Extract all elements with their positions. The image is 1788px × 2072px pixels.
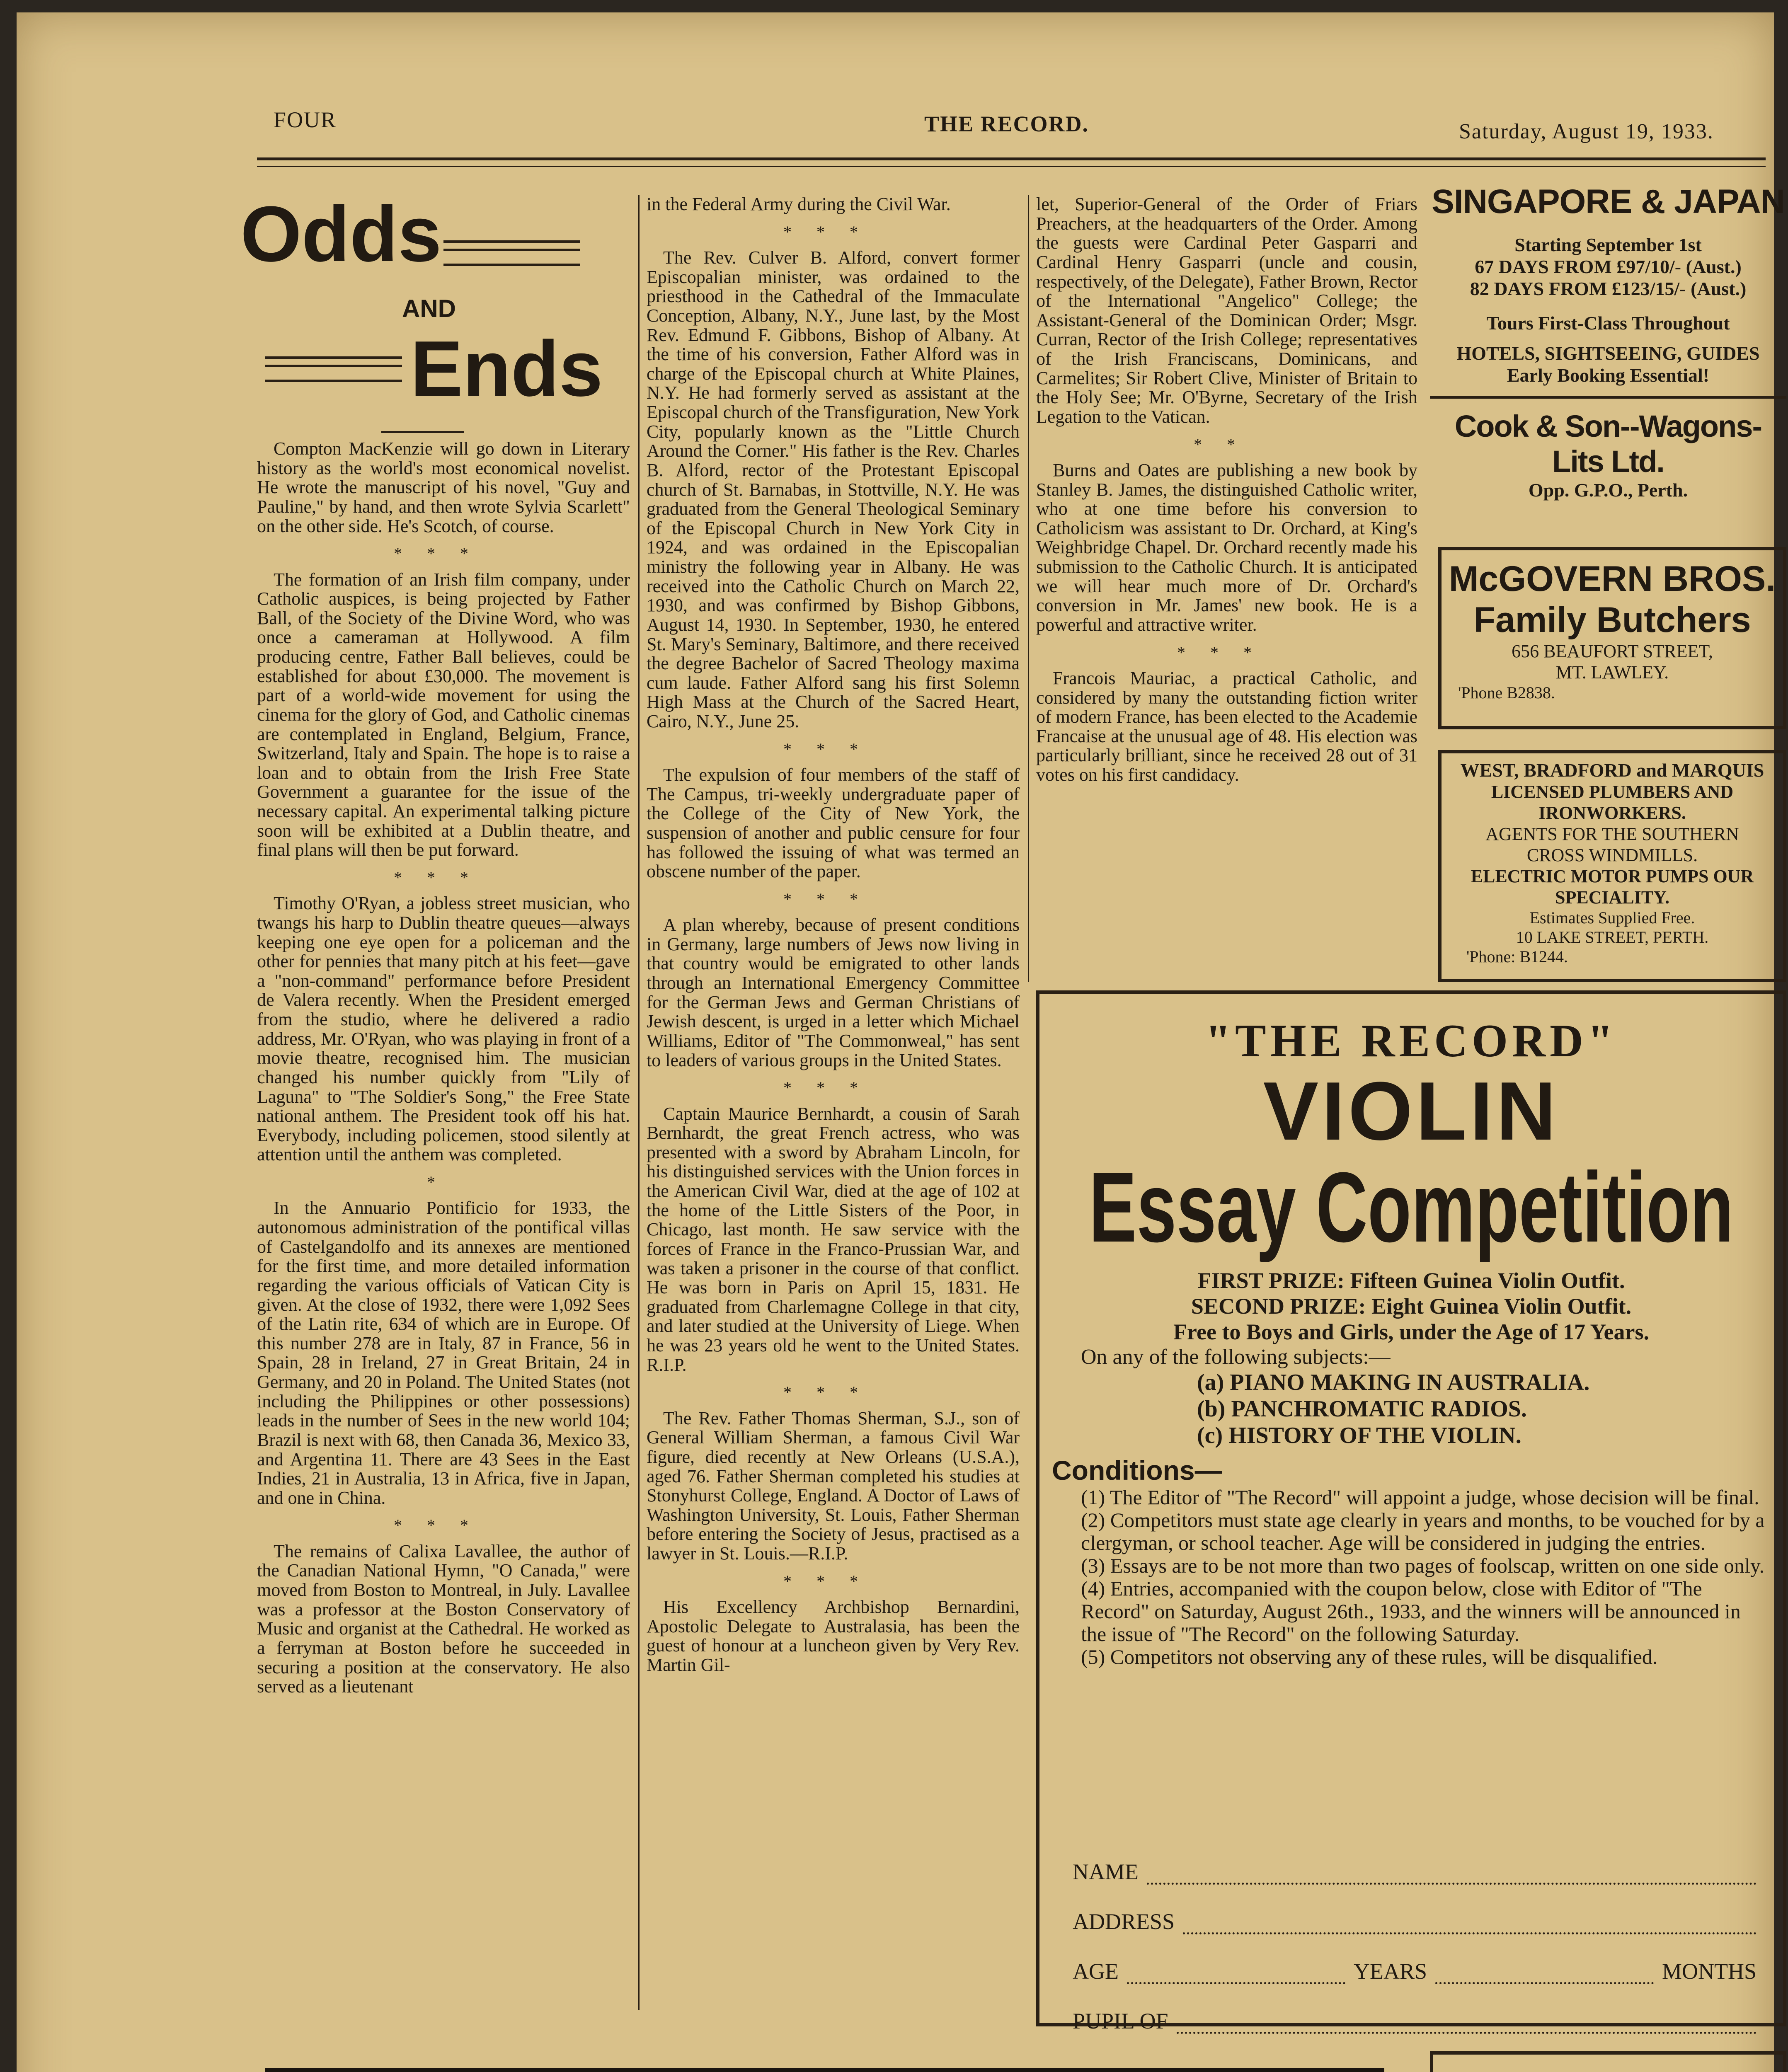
issue-date: Saturday, August 19, 1933. xyxy=(1459,120,1714,143)
article-annuario: In the Annuario Pontificio for 1933, the autonomous administration of the pontifical villas of Castelgandolfo and its annexes are mentioned for the first time, and more detailed information regarding the various officials of Vatican City is given. At the close of 1932, there were 1,092 Sees of the Latin rite, 634 of which are in Europe. Of this number 278 are in Italy, 87 in France, 56 in Spain, 28 in Ireland, 27 in Great Britain, 24 in Germany, and 20 in Poland. The United States (not including the Philippines or other possessions) leads in the number of Sees in the new world 104; Brazil is next with 68, then Canada 36, Mexico 33, and Argentina 11. There are 43 Sees in the East Indies, 21 in Australia, 13 in Africa, five in Japan, and one in China. xyxy=(257,1198,630,1508)
title-rule xyxy=(443,240,580,266)
ad-cook-brand: Cook & Son--Wagons-Lits Ltd. xyxy=(1454,409,1762,479)
column-rule xyxy=(638,195,640,2010)
coupon-pupil-label: PUPIL OF xyxy=(1073,2009,1168,2033)
ad-mcgovern-town: MT. LAWLEY. xyxy=(1555,662,1669,683)
ad-cook-address: Opp. G.P.O., Perth. xyxy=(1528,479,1688,501)
separator: *** xyxy=(394,868,493,887)
coupon-years-field[interactable] xyxy=(1127,1982,1345,1984)
ad-mcgovern-phone: 'Phone B2838. xyxy=(1458,683,1555,702)
separator: *** xyxy=(783,1078,883,1097)
ad-mcgovern-title: McGOVERN BROS. xyxy=(1449,559,1776,599)
ad-west-line: Estimates Supplied Free. xyxy=(1529,908,1695,927)
separator: * xyxy=(427,1173,460,1192)
competition-subject-c: (c) HISTORY OF THE VIOLIN. xyxy=(1197,1423,1521,1448)
competition-second-prize: SECOND PRIZE: Eight Guinea Violin Outfit. xyxy=(1191,1294,1632,1319)
ad-west-line: AGENTS FOR THE SOUTHERN xyxy=(1485,824,1739,844)
article-jews-plan: A plan whereby, because of present conditions in Germany, large numbers of Jews now living in that country would be emigrated to other lands through an International Emergency Committee for the German Jews and German Christians of Jewish descent, is urged in a letter which Michael Williams, Editor of "The Commonweal," has sent to leaders of various groups in the United States. xyxy=(647,915,1020,1070)
coupon-months-label: MONTHS xyxy=(1662,1959,1757,1984)
ad-rule xyxy=(1430,396,1786,399)
article-irish-film: The formation of an Irish film company, under Catholic auspices, is being projected by Father Ball, of the Society of the Divine Word, who was once a cameraman at Hollywood. A film producing centre, Father Ball believes, could be established for about £30,000. The movement is part of a world-wide movement for using the cinema for the glory of God, and Catholic cinemas are contemplated in England, Belgium, France, Switzerland, Italy and Spain. The hope is to raise a loan and to obtain from the Irish Free State Government a guarantee for the issue of the necessary capital. An experimental talking picture soon will be exhibited at a Dublin theatre, and final plans will then be put forward. xyxy=(257,569,630,860)
coupon xyxy=(1073,1839,1757,2034)
ad-singapore-title: SINGAPORE & JAPAN xyxy=(1432,183,1785,220)
column-1 xyxy=(257,439,630,2006)
coupon-address-label: ADDRESS xyxy=(1073,1909,1175,1934)
coupon-name-row xyxy=(1073,1839,1757,1885)
coupon-age-row xyxy=(1073,1934,1757,1984)
title-rule-2 xyxy=(265,356,402,382)
separator: *** xyxy=(783,222,883,241)
title-odds: Odds xyxy=(240,190,442,278)
ad-opticians xyxy=(1430,2051,1786,2072)
article-mauriac: Francois Mauriac, a practical Catholic, and considered by many the outstanding fiction writer of modern France, has been elected to the Academie Francaise at the unusual age of 48. His election was particularly brilliant, since he received 28 out of 31 votes on his first candidacy. xyxy=(1036,668,1417,785)
article-mackenzie: Compton MacKenzie will go down in Literary history as the world's most economical novelist. He wrote the manuscript of his novel, "Guy and Pauline," by hand, and then wrote Sylvia Scarlett" on the other side. He's Scotch, of course. xyxy=(257,439,630,536)
competition-conditions-title: Conditions— xyxy=(1052,1455,1222,1486)
ad-mcgovern-address: 656 BEAUFORT STREET, xyxy=(1512,641,1713,661)
ad-west-line: LICENSED PLUMBERS AND xyxy=(1491,782,1734,802)
ad-mcgovern-sub: Family Butchers xyxy=(1473,600,1751,640)
ad-west-line: CROSS WINDMILLS. xyxy=(1526,845,1698,865)
ad-singapore-line: Starting September 1st xyxy=(1514,234,1702,255)
article-burns-oates: Burns and Oates are publishing a new book by Stanley B. James, the distinguished Catholic writer, who at one time before his conversion to Catholicism was assistant to Dr. Orchard, at King's Weighbridge Chapel. Dr. Orchard recently made his submission to the Catholic Church. It is anticipated we will hear much more of Dr. Orchard's conversion in Mr. James' new book. He is a powerful and attractive writer. xyxy=(1036,460,1417,635)
header-rule xyxy=(257,157,1766,160)
separator: ** xyxy=(1194,435,1260,454)
coupon-pupil-row xyxy=(1073,1984,1757,2034)
separator: *** xyxy=(1177,643,1277,662)
condition-item: (2) Competitors must state age clearly in years and months, to be vouched for by a clergyman, or school teacher. Age will be considered in judging the entries. xyxy=(1081,1508,1765,1554)
coupon-name-label: NAME xyxy=(1073,1859,1139,1884)
competition-conditions xyxy=(1039,1486,1783,1668)
coupon-months-field[interactable] xyxy=(1435,1982,1654,1984)
condition-item: (5) Competitors not observing any of these rules, will be disqualified. xyxy=(1081,1645,1658,1668)
competition-subjects-intro: On any of the following subjects:— xyxy=(1081,1345,1391,1369)
header-rule-thin xyxy=(257,166,1766,167)
violin-competition xyxy=(1036,990,1786,2033)
ad-west-line: 10 LAKE STREET, PERTH. xyxy=(1516,928,1709,946)
separator: *** xyxy=(783,1571,883,1590)
article-campus: The expulsion of four members of the staff of The Campus, tri-weekly undergraduate paper of the College of the City of New York, the suspension of another and public censure for four has followed the issuing of what was termed an obscene number of the paper. xyxy=(647,765,1020,882)
separator: *** xyxy=(783,1383,883,1402)
article-sherman: The Rev. Father Thomas Sherman, S.J., son of General William Sherman, a famous Civil War figure, died recently at New Orleans (U.S.A.), aged 76. Father Sherman completed his studies at Stonyhurst College, England. A Doctor of Laws of Washington University, St. Louis, Father Sherman before entering the Society of Jesus, practised as a lawyer in St. Louis.—R.I.P. xyxy=(647,1408,1020,1564)
ad-beale-pianos xyxy=(265,2068,1384,2072)
ad-singapore-line: HOTELS, SIGHTSEEING, GUIDES xyxy=(1456,343,1760,364)
ad-singapore-japan xyxy=(1430,178,1786,543)
condition-item: (3) Essays are to be not more than two pages of foolscap, written on one side only. xyxy=(1081,1554,1765,1577)
coupon-name-field[interactable] xyxy=(1147,1883,1757,1885)
competition-subject-b: (b) PANCHROMATIC RADIOS. xyxy=(1197,1396,1527,1422)
title-ends: Ends xyxy=(410,325,603,413)
article-bernhardt: Captain Maurice Bernhardt, a cousin of Sarah Bernhardt, the great French actress, who was presented with a sword by Abraham Lincoln, for his distinguished services with the Union forces in the American Civil War, died at the age of 102 at the home of the Little Sisters of the Poor, in Chicago, last month. He saw service with the forces of France in the Franco-Prussian War, and was taken a prisoner in the course of that conflict. He was born in Paris on April 15, 1831. He graduated from Charlemagne College in that city, and later studied at the University of Liege. When he was 23 years old he went to the United States. R.I.P. xyxy=(647,1103,1020,1375)
separator: *** xyxy=(783,889,883,908)
column-3 xyxy=(1036,195,1417,974)
coupon-address-row xyxy=(1073,1885,1757,1934)
competition-violin: VIOLIN xyxy=(1263,1065,1560,1157)
competition-record: "THE RECORD" xyxy=(1205,1015,1618,1067)
condition-item: (4) Entries, accompanied with the coupon below, close with Editor of "The Record" on Saturday, August 26th., 1933, and the winners will be announced in the issue of "The Record" on the following Saturday. xyxy=(1081,1577,1741,1646)
article-oryan: Timothy O'Ryan, a jobless street musician, who twangs his harp to Dublin theatre queues—always keeping one eye open for a policeman and the other for pennies that many pitch at his feet—gave a "non-command" performance before President de Valera recently. When the President emerged from the studio, where he delivered a radio address, Mr. O'Ryan, who was playing in front of a movie theatre, recognised him. The musician changed his number quickly from "Lily of Laguna" to "The Soldier's Song," the Free State national anthem. The President took off his hat. Everybody, including policemen, stood silently at attention until the anthem was completed. xyxy=(257,893,630,1165)
competition-subject-a: (a) PIANO MAKING IN AUSTRALIA. xyxy=(1197,1370,1590,1395)
separator: *** xyxy=(394,1516,493,1535)
coupon-pupil-field[interactable] xyxy=(1177,2032,1757,2034)
ad-west-phone: 'Phone: B1244. xyxy=(1466,947,1568,966)
coupon-age-label: AGE xyxy=(1073,1959,1119,1984)
coupon-address-field[interactable] xyxy=(1183,1932,1757,1934)
coupon-years-label: YEARS xyxy=(1353,1959,1427,1984)
ad-mcgovern xyxy=(1438,547,1786,729)
ad-singapore-line: Tours First-Class Throughout xyxy=(1486,312,1730,334)
ad-singapore-line: 67 DAYS FROM £97/10/- (Aust.) xyxy=(1475,256,1742,277)
condition-item: (1) The Editor of "The Record" will appoint a judge, whose decision will be final. xyxy=(1081,1486,1759,1509)
competition-eligibility: Free to Boys and Girls, under the Age of 17 Years. xyxy=(1173,1319,1649,1344)
article-alford: The Rev. Culver B. Alford, convert former Episcopalian minister, was ordained to the priesthood in the Cathedral of the Immaculate Conception, Albany, N.Y., June last, by the Most Rev. Edmund F. Gibbons, Bishop of Albany. At the time of his conversion, Father Alford was in charge of the Episcopal church at White Plaines, N.Y. He had formerly served as assistant at the Episcopal church of the Transfiguration, New York City, popularly known as the "Little Church Around the Corner." His father is the Rev. Charles B. Alford, rector of the Protestant Episcopal church of St. Barnabas, in Stottville, N.Y. He was graduated from the General Theological Seminary of the Episcopal Church in New York City in 1924, and was ordained in the Episcopalian ministry the following year in Albany. He was received into the Catholic Church on March 22, 1930, and was confirmed by Bishop Gibbons, August 14, 1930. In September, 1930, he entered St. Mary's Seminary, Baltimore, and there received the degree Bachelor of Sacred Theology maxima cum laude. Father Alford sang his first Solemn High Mass at the Church of the Sacred Heart, Cairo, N.Y., June 25. xyxy=(647,247,1020,732)
ad-west-line: ELECTRIC MOTOR PUMPS OUR xyxy=(1471,866,1754,886)
separator: *** xyxy=(394,544,493,563)
newspaper-page xyxy=(17,12,1785,2072)
article-bernardini: His Excellency Archbishop Bernardini, Apostolic Delegate to Australasia, has been the guest of honour at a luncheon given by Very Rev. Martin Gil- xyxy=(647,1597,1020,1675)
ad-singapore-line: Early Booking Essential! xyxy=(1507,365,1710,386)
ad-west-bradford xyxy=(1438,750,1786,982)
article-lavallee-cont: in the Federal Army during the Civil War. xyxy=(647,195,951,214)
article-bernardini-cont: let, Superior-General of the Order of Friars Preachers, at the headquarters of the Order. Among the guests were Cardinal Peter Gasparri and Cardinal Henry Gasparri (uncle and cousin, respectively, of the Delegate), Father Brown, Rector of the International "Angelico" College; the Assistant-General of the Dominican Order; Msgr. Curran, Rector of the Irish College; representatives of the Irish Franciscans, Dominicans, and Carmelites; Sir Robert Clive, Minister of Britain to the Holy See; Mr. O'Byrne, Secretary of the Irish Legation to the Vatican. xyxy=(1036,195,1417,427)
article-lavallee: The remains of Calixa Lavallee, the author of the Canadian National Hymn, "O Canada," were moved from Boston to Montreal, in July. Lavallee was a professor at the Boston Conservatory of Music and organist at the Cathedral. He worked as a ferryman at Boston before he succeeded in securing a position at the conservatory. He also served as a lieutenant xyxy=(257,1541,630,1697)
competition-essay-title: Essay Competition xyxy=(1089,1152,1734,1263)
masthead: THE RECORD. xyxy=(924,111,1089,136)
odds-and-ends-title xyxy=(240,190,638,419)
page-number: FOUR xyxy=(274,107,337,132)
column-rule xyxy=(1028,195,1029,982)
ad-west-title: WEST, BRADFORD and MARQUIS xyxy=(1460,760,1764,781)
ad-west-line: SPECIALITY. xyxy=(1555,887,1669,908)
separator: *** xyxy=(783,739,883,758)
title-underline xyxy=(381,431,464,433)
ad-west-line: IRONWORKERS. xyxy=(1538,803,1686,823)
competition-first-prize: FIRST PRIZE: Fifteen Guinea Violin Outfit. xyxy=(1197,1268,1625,1293)
column-2 xyxy=(647,195,1020,2006)
title-and: AND xyxy=(402,295,456,322)
ad-singapore-line: 82 DAYS FROM £123/15/- (Aust.) xyxy=(1470,278,1747,299)
